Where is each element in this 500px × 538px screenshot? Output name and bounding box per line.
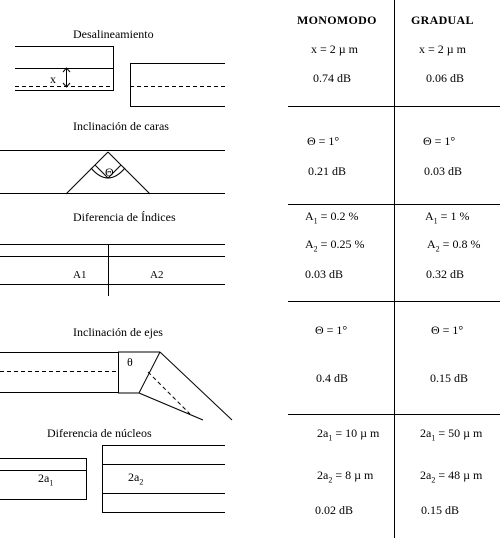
axis-angle-label: θ — [127, 355, 133, 369]
value-cell: 0.21 dB — [308, 164, 347, 178]
value-cell: 0.02 dB — [315, 503, 354, 517]
offset-label: x — [50, 72, 56, 86]
value-cell: $A_2 = 0.8$ % — [427, 237, 481, 254]
row-title-inclinacion-caras: Inclinación de caras — [73, 119, 169, 133]
row-title-diferencia-indices: Diferencia de Índices — [73, 210, 176, 224]
value-cell: 0.74 dB — [313, 71, 352, 85]
row-title-desalineamiento: Desalineamiento — [73, 27, 154, 41]
value-cell: Θ = 1° — [315, 323, 348, 337]
face-angle-label: Θ — [105, 165, 114, 179]
diagram-misalignment — [15, 46, 225, 107]
diagram-index-difference — [0, 244, 225, 296]
value-cell: $A_1 = 1$ % — [425, 209, 470, 226]
column-header-monomodo: MONOMODO — [297, 13, 377, 27]
core-right-label: $2a_2$ — [128, 470, 144, 487]
value-cell: $2a_2 = 8$ µ m — [317, 468, 374, 485]
row-title-inclinacion-ejes: Inclinación de ejes — [73, 325, 163, 339]
value-cell: Θ = 1° — [431, 323, 464, 337]
diagram-core-difference — [0, 445, 225, 513]
value-cell: x = 2 µ m — [311, 42, 359, 56]
column-header-gradual: GRADUAL — [411, 13, 474, 27]
value-cell: 0.03 dB — [424, 164, 463, 178]
value-cell: $A_1 = 0.2$ % — [305, 209, 359, 226]
index-right-label: A2 — [150, 269, 164, 281]
row-title-diferencia-nucleos: Diferencia de núcleos — [47, 426, 152, 440]
value-cell: Θ = 1° — [307, 134, 340, 148]
value-cell: x = 2 µ m — [419, 42, 467, 56]
value-cell: 0.4 dB — [316, 371, 349, 385]
value-cell: 0.32 dB — [426, 267, 465, 281]
index-left-label: A1 — [73, 269, 87, 281]
value-cell: 0.03 dB — [305, 267, 344, 281]
value-cell: 0.06 dB — [426, 71, 465, 85]
core-left-label: $2a_1$ — [38, 471, 54, 488]
value-cell: 0.15 dB — [430, 371, 469, 385]
value-cell: $2a_1 = 10$ µ m — [317, 426, 380, 443]
value-cell: Θ = 1° — [423, 134, 456, 148]
value-cell: $2a_2 = 48$ µ m — [420, 468, 483, 485]
diagram-axis-tilt — [0, 352, 232, 420]
value-cell: $2a_1 = 50$ µ m — [420, 426, 483, 443]
value-cell: 0.15 dB — [421, 503, 460, 517]
value-cell: $A_2 = 0.25$ % — [305, 237, 365, 254]
